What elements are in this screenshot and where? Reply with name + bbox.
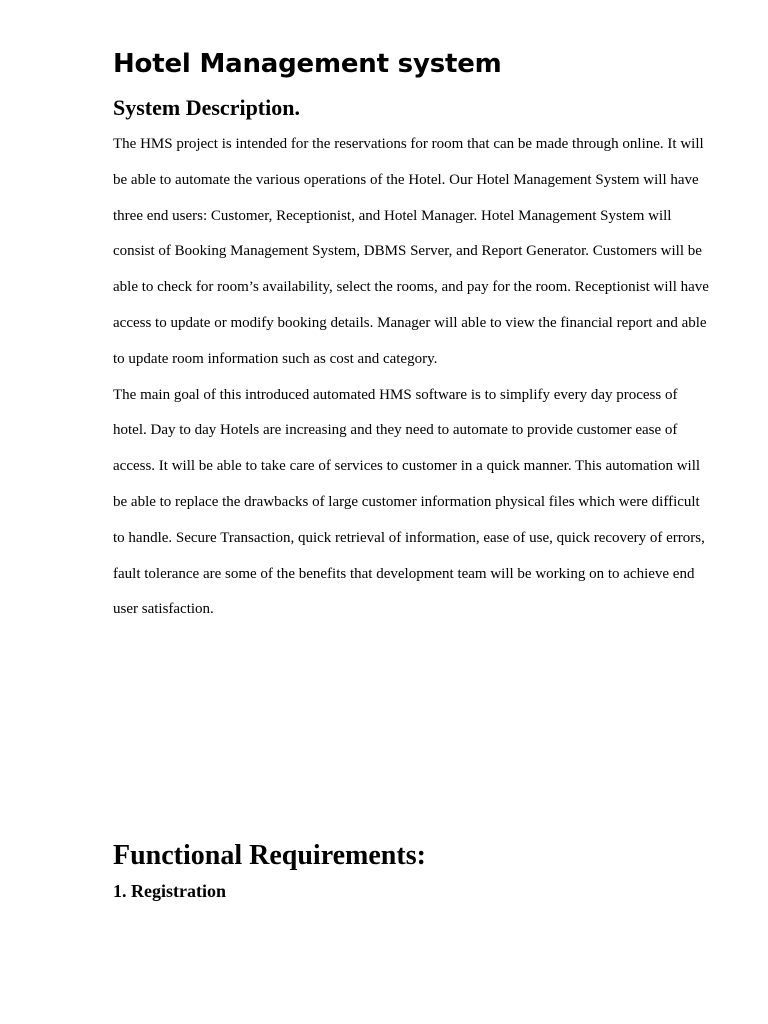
system-description-paragraph-2: The main goal of this introduced automated HMS software is to simplify every day process of hotel. Day to day Hotels are increasing and they need to automate to provide customer ease of access. It will be able to take care of services to customer in a quick manner. This automation will be able to replace the drawbacks of large customer information physical files which were difficult to handle. Secure Transaction, quick retrieval of information, ease of use, quick recovery of errors, fault tolerance are some of the benefits that development team will be working on to achieve end user satisfaction. <box>113 386 705 618</box>
system-description-heading: System Description. <box>113 95 300 120</box>
system-description-paragraph-1: The HMS project is intended for the reservations for room that can be made through online. It will be able to automate the various operations of the Hotel. Our Hotel Management System will have three end users: Customer, Receptionist, and Hotel Manager. Hotel Management System will consist of Booking Management System, DBMS Server, and Report Generator. Customers will be able to check for room’s availability, select the rooms, and pay for the room. Receptionist will have access to update or modify booking details. Manager will able to view the financial report and able to update room information such as cost and category. <box>113 136 709 367</box>
functional-requirements-section <box>113 836 713 906</box>
requirement-item-registration: 1. Registration <box>113 881 226 901</box>
document-content <box>113 44 713 628</box>
document-title: Hotel Management system <box>113 49 502 79</box>
functional-requirements-heading: Functional Requirements: <box>113 840 426 871</box>
